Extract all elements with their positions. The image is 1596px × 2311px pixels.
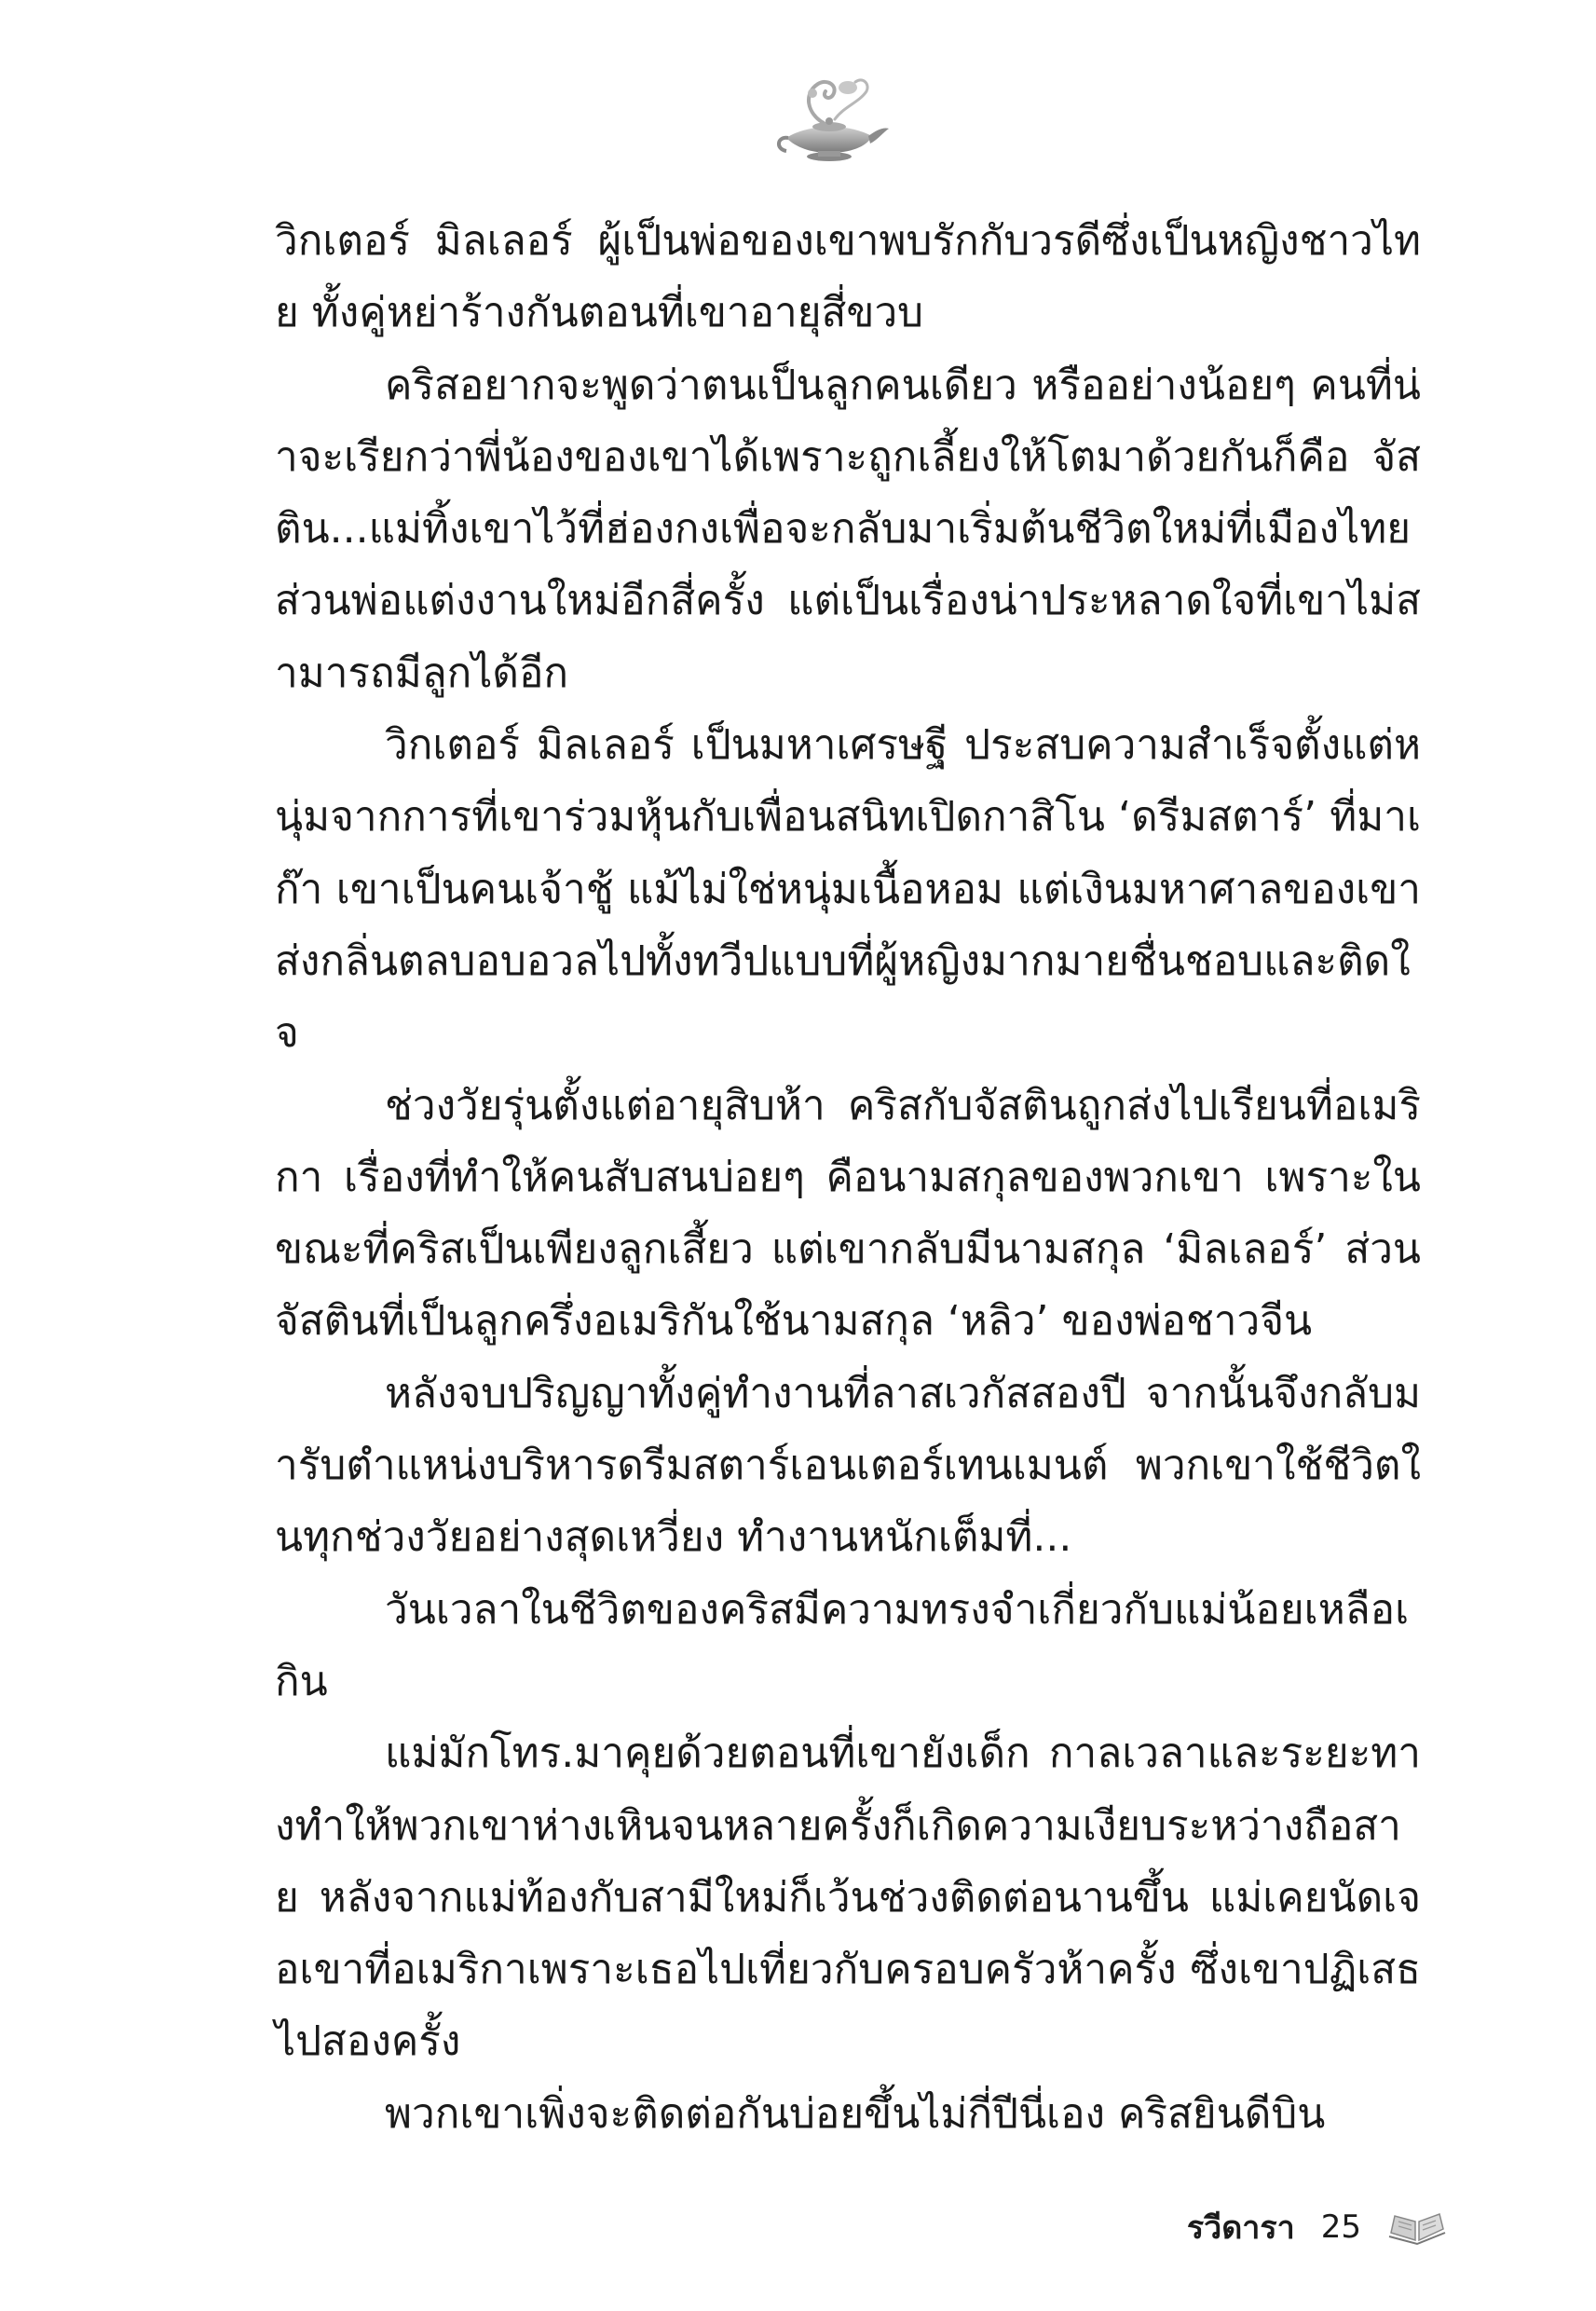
genie-lamp-icon	[770, 65, 891, 168]
paragraph: วิกเตอร์ มิลเลอร์ ผู้เป็นพ่อของเขาพบรักกับวรดีซึ่งเป็นหญิงชาวไทย ทั้งคู่หย่าร้างกันตอนที่เขาอายุสี่ขวบ	[275, 217, 1421, 337]
paragraph: คริสอยากจะพูดว่าตนเป็นลูกคนเดียว หรืออย่างน้อยๆ คนที่น่าจะเรียกว่าพี่น้องของเขาได้เพราะถูกเลี้ยงให้โตมาด้วยกันก็คือ จัสติน...แม่ทิ้งเขาไว้ที่ฮ่องกงเพื่อจะกลับมาเริ่มต้นชีวิตใหม่ที่เมืองไทย ส่วนพ่อแต่งงานใหม่อีกสี่ครั้ง แต่เป็นเรื่องน่าประหลาดใจที่เขาไม่สามารถมีลูกได้อีก	[275, 361, 1421, 697]
page-footer	[1187, 2199, 1447, 2255]
paragraph: แม่มักโทร.มาคุยด้วยตอนที่เขายังเด็ก กาลเวลาและระยะทางทำให้พวกเขาห่างเหินจนหลายครั้งก็เกิดความเงียบระหว่างถือสาย หลังจากแม่ท้องกับสามีใหม่ก็เว้นช่วงติดต่อนานขึ้น แม่เคยนัดเจอเขาที่อเมริกาเพราะเธอไปเที่ยวกับครอบครัวห้าครั้ง ซึ่งเขาปฏิเสธไปสองครั้ง	[275, 1730, 1421, 2066]
page-number: 25	[1320, 2208, 1361, 2246]
paragraph: วิกเตอร์ มิลเลอร์ เป็นมหาเศรษฐี ประสบความสำเร็จตั้งแต่หนุ่มจากการที่เขาร่วมหุ้นกับเพื่อนสนิทเปิดกาสิโน ‘ดรีมสตาร์’ ที่มาเก๊า เขาเป็นคนเจ้าชู้ แม้ไม่ใช่หนุ่มเนื้อหอม แต่เงินมหาศาลของเขาส่งกลิ่นตลบอบอวลไปทั้งทวีปแบบที่ผู้หญิงมากมายชื่นชอบและติดใจ	[275, 721, 1421, 1058]
book-title: รวีดารา	[1186, 2209, 1295, 2247]
paragraph: วันเวลาในชีวิตของคริสมีความทรงจำเกี่ยวกับแม่น้อยเหลือเกิน	[275, 1585, 1410, 1705]
paragraph: หลังจบปริญญาทั้งคู่ทำงานที่ลาสเวกัสสองปี จากนั้นจึงกลับมารับตำแหน่งบริหารดรีมสตาร์เอนเตอร์เทนเมนต์ พวกเขาใช้ชีวิตในทุกช่วงวัยอย่างสุดเหวี่ยง ทำงานหนักเต็มที่...	[275, 1369, 1421, 1562]
body-text	[275, 205, 1421, 2138]
open-book-icon	[1387, 2208, 1447, 2246]
paragraph: ช่วงวัยรุ่นตั้งแต่อายุสิบห้า คริสกับจัสตินถูกส่งไปเรียนที่อเมริกา เรื่องที่ทำให้คนสับสนบ่อยๆ คือนามสกุลของพวกเขา เพราะในขณะที่คริสเป็นเพียงลูกเสี้ยว แต่เขากลับมีนามสกุล ‘มิลเลอร์’ ส่วนจัสตินที่เป็นลูกครึ่งอเมริกันใช้นามสกุล ‘หลิว’ ของพ่อชาวจีน	[275, 1081, 1421, 1346]
paragraph: พวกเขาเพิ่งจะติดต่อกันบ่อยขึ้นไม่กี่ปีนี่เอง คริสยินดีบิน	[385, 2089, 1326, 2138]
